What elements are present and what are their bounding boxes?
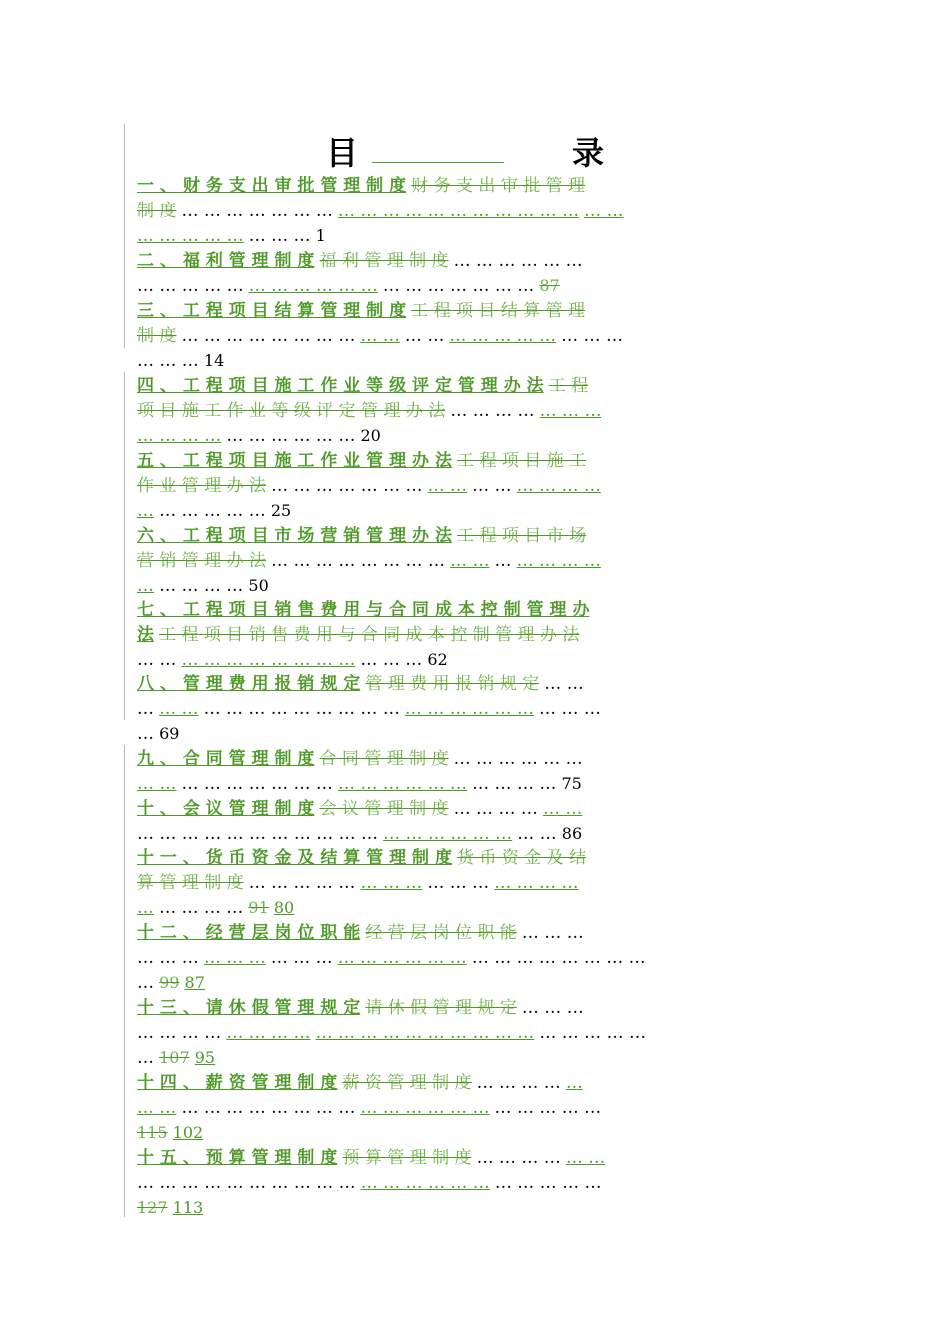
entry-title-deleted: 项 目 施 工 作 业 等 级 评 定 管 理 办 法 bbox=[137, 401, 446, 421]
toc-entry-line[interactable] bbox=[137, 1196, 807, 1220]
entry-title-deleted: 作 业 管 理 办 法 bbox=[137, 476, 267, 496]
leader-dots: … … … … bbox=[453, 799, 538, 819]
leader-dots: … … bbox=[517, 824, 557, 844]
entry-title-deleted: 财 务 支 出 审 批 管 理 bbox=[411, 176, 586, 196]
leader-dots: … … bbox=[137, 774, 177, 794]
toc-entry-line[interactable] bbox=[137, 299, 807, 323]
toc-title bbox=[0, 128, 950, 172]
leader-dots: … … … … … … … … … … … bbox=[137, 824, 379, 844]
leader-dots: … … … … bbox=[159, 898, 244, 918]
leader-dots: … … … … … … … bbox=[181, 201, 333, 221]
entry-title-inserted: 九 、 合 同 管 理 制 度 bbox=[137, 749, 315, 769]
toc-entry-line[interactable] bbox=[137, 449, 807, 473]
entry-title-deleted: 制 度 bbox=[137, 326, 177, 346]
leader-dots: … bbox=[137, 898, 154, 918]
leader-dots: … … … … bbox=[226, 1023, 311, 1043]
entry-title-inserted: 三 、 工 程 项 目 结 算 管 理 制 度 bbox=[137, 301, 407, 321]
entry-title-deleted: 请 休 假 管 理 规 定 bbox=[365, 998, 517, 1018]
toc-entry-line[interactable] bbox=[137, 274, 807, 298]
toc-entry-line[interactable] bbox=[137, 1171, 807, 1195]
entry-title-inserted: 一 、 财 务 支 出 审 批 管 理 制 度 bbox=[137, 176, 407, 196]
toc-entry-line[interactable] bbox=[137, 499, 807, 523]
page-number: 107 bbox=[159, 1048, 190, 1067]
entry-title-deleted: 会 议 管 理 制 度 bbox=[319, 799, 449, 819]
leader-dots: … … … … … … … bbox=[271, 476, 423, 496]
entry-title-deleted: 营 销 管 理 办 法 bbox=[137, 551, 267, 571]
entry-title-inserted: 四 、 工 程 项 目 施 工 作 业 等 级 评 定 管 理 办 法 bbox=[137, 376, 544, 396]
leader-dots: … … … … … … … bbox=[382, 276, 535, 296]
page-number: 50 bbox=[248, 576, 269, 595]
toc-entry-line[interactable] bbox=[137, 374, 807, 398]
leader-dots: … … … … … … bbox=[338, 774, 468, 794]
toc-entry-line[interactable] bbox=[137, 349, 807, 373]
leader-dots: … bbox=[137, 501, 154, 521]
leader-dots: … … … … bbox=[137, 1023, 222, 1043]
toc-entry-line[interactable] bbox=[137, 623, 807, 647]
entry-title-deleted: 预 算 管 理 制 度 bbox=[342, 1148, 472, 1168]
entry-title-deleted: 工 程 项 目 结 算 管 理 bbox=[411, 301, 586, 321]
leader-dots: … … … bbox=[137, 948, 199, 968]
page-number: 75 bbox=[561, 774, 582, 793]
leader-dots: … bbox=[137, 724, 154, 744]
leader-dots: … … … … … bbox=[248, 873, 356, 893]
leader-dots: … … bbox=[159, 699, 199, 719]
entry-title-deleted: 工 程 项 目 市 场 bbox=[457, 526, 587, 546]
leader-dots: … … … … bbox=[476, 1073, 561, 1093]
leader-dots: … … … … … … bbox=[337, 948, 467, 968]
entry-title-inserted: 十 三 、 请 休 假 管 理 规 定 bbox=[137, 998, 361, 1018]
leader-dots: … … bbox=[360, 326, 400, 346]
entry-title-inserted: 十 四 、 薪 资 管 理 制 度 bbox=[137, 1073, 338, 1093]
entry-title-inserted: 八 、 管 理 费 用 报 销 规 定 bbox=[137, 674, 361, 694]
toc-entry-line[interactable] bbox=[137, 524, 807, 548]
leader-dots: … … … … bbox=[450, 401, 535, 421]
leader-dots: … … bbox=[544, 674, 584, 694]
page-number: 86 bbox=[561, 824, 583, 843]
page-number: 80 bbox=[273, 898, 295, 917]
leader-dots: … … bbox=[472, 476, 512, 496]
entry-title-deleted: 算 管 理 制 度 bbox=[137, 873, 244, 893]
entry-title-inserted: 法 bbox=[137, 625, 154, 645]
page-number: 127 bbox=[137, 1198, 168, 1217]
leader-dots: … … … bbox=[248, 226, 311, 246]
title-inserted-underline bbox=[372, 162, 504, 163]
leader-dots: … … … … … … … … … … … bbox=[338, 201, 580, 221]
entry-title-deleted: 制 度 bbox=[137, 201, 177, 221]
leader-dots: … … … … … … … … bbox=[471, 948, 646, 968]
leader-dots: … … … bbox=[270, 948, 333, 968]
entry-title-deleted: 货 币 资 金 及 结 bbox=[457, 848, 587, 868]
leader-dots: … … … … bbox=[159, 576, 244, 596]
leader-dots: … bbox=[137, 973, 154, 993]
leader-dots: … … bbox=[450, 551, 490, 571]
title-right-char: 录 bbox=[572, 134, 605, 172]
toc-entry-line[interactable] bbox=[137, 174, 807, 198]
leader-dots: … … bbox=[427, 476, 468, 496]
leader-dots: … … … bbox=[360, 650, 423, 670]
page-number: 62 bbox=[427, 650, 448, 669]
entry-title-inserted: 十 一 、 货 币 资 金 及 结 算 管 理 制 度 bbox=[137, 848, 452, 868]
leader-dots: … … … … … … … bbox=[181, 774, 333, 794]
toc-entry-line[interactable] bbox=[137, 1096, 807, 1120]
leader-dots: … … … … … … bbox=[360, 1098, 490, 1118]
leader-dots: … … … … … … … … bbox=[181, 650, 356, 670]
leader-dots: … … … … bbox=[472, 774, 557, 794]
leader-dots: … … … … … … bbox=[226, 426, 356, 446]
leader-dots: … … … bbox=[539, 401, 602, 421]
leader-dots: … … … bbox=[427, 873, 490, 893]
toc-entry-line[interactable] bbox=[137, 846, 807, 870]
entry-title-deleted: 管 理 费 用 报 销 规 定 bbox=[365, 674, 540, 694]
leader-dots: … … … bbox=[539, 699, 601, 719]
toc-entry-line[interactable] bbox=[137, 896, 807, 920]
margin-line-lower bbox=[124, 745, 125, 1217]
toc-entry-line[interactable] bbox=[137, 474, 807, 498]
toc-entry-line[interactable] bbox=[137, 1121, 807, 1145]
toc-entry-line[interactable] bbox=[137, 822, 807, 846]
entry-title-deleted: 工 程 项 目 施 工 bbox=[457, 451, 587, 471]
leader-dots: … … … … … bbox=[539, 1023, 646, 1043]
toc-entry-line[interactable] bbox=[137, 574, 807, 598]
entry-title-inserted: 七 、 工 程 项 目 销 售 费 用 与 合 同 成 本 控 制 管 理 办 bbox=[137, 600, 590, 620]
toc-entry-line[interactable] bbox=[137, 871, 807, 895]
entry-title-deleted: 福 利 管 理 制 度 bbox=[319, 251, 449, 271]
entry-title-deleted: 经 营 层 岗 位 职 能 bbox=[365, 923, 517, 943]
leader-dots: … … bbox=[137, 650, 177, 670]
toc-entry-line[interactable] bbox=[137, 921, 807, 945]
leader-dots: … … … … … … bbox=[453, 251, 583, 271]
leader-dots: … … … … … bbox=[449, 326, 557, 346]
leader-dots: … … … bbox=[203, 948, 266, 968]
entry-title-deleted: 合 同 管 理 制 度 bbox=[319, 749, 449, 769]
entry-title-inserted: 五 、 工 程 项 目 施 工 作 业 管 理 办 法 bbox=[137, 451, 452, 471]
entry-title-inserted: 二 、 福 利 管 理 制 度 bbox=[137, 251, 315, 271]
page-number: 99 bbox=[159, 973, 180, 992]
leader-dots: … … … … bbox=[494, 873, 579, 893]
title-left-char: 目 bbox=[326, 134, 359, 172]
leader-dots: … … … … … … … … bbox=[271, 551, 445, 571]
leader-dots: … … … … … bbox=[159, 501, 266, 521]
leader-dots: … … … … … … … … bbox=[181, 1098, 356, 1118]
leader-dots: … bbox=[137, 1048, 154, 1068]
leader-dots: … … … … … … … … … … bbox=[137, 1173, 356, 1193]
leader-dots: … … bbox=[565, 1148, 606, 1168]
leader-dots: … … … … bbox=[516, 551, 601, 571]
leader-dots: … … … … … … … … … … bbox=[315, 1023, 535, 1043]
toc-entry-line[interactable] bbox=[137, 1146, 807, 1170]
toc-entry-line[interactable] bbox=[137, 772, 807, 796]
leader-dots: … … … … bbox=[516, 476, 601, 496]
leader-dots: … … … bbox=[360, 873, 423, 893]
entry-title-inserted: 六 、 工 程 项 目 市 场 营 销 管 理 办 法 bbox=[137, 526, 452, 546]
leader-dots: … bbox=[494, 551, 512, 571]
margin-line-middle bbox=[124, 372, 125, 720]
page-number: 69 bbox=[159, 724, 180, 743]
toc-entry-line[interactable] bbox=[137, 424, 807, 448]
leader-dots: … … … bbox=[561, 326, 623, 346]
page-number: 1 bbox=[315, 226, 326, 245]
toc-entry-line[interactable] bbox=[137, 697, 807, 721]
page-number: 14 bbox=[203, 351, 225, 370]
leader-dots: … … … … … bbox=[494, 1098, 602, 1118]
leader-dots: … … bbox=[584, 201, 624, 221]
page-number: 20 bbox=[360, 426, 381, 445]
entry-title-deleted: 工 程 项 目 销 售 费 用 与 合 同 成 本 控 制 管 理 办 法 bbox=[159, 625, 580, 645]
leader-dots: … … … … … bbox=[137, 276, 244, 296]
page-number: 115 bbox=[137, 1123, 168, 1142]
leader-dots: … … … … … … bbox=[360, 1173, 490, 1193]
leader-dots: … … … bbox=[521, 998, 584, 1018]
leader-dots: … … … … … … bbox=[248, 276, 378, 296]
page-number: 95 bbox=[194, 1048, 216, 1067]
toc-entry-line[interactable] bbox=[137, 549, 807, 573]
entry-title-deleted: 薪 资 管 理 制 度 bbox=[342, 1073, 472, 1093]
leader-dots: … … … … … … … … … bbox=[203, 699, 400, 719]
entry-title-deleted: 工 程 bbox=[548, 376, 589, 396]
leader-dots: … … … … … bbox=[494, 1173, 602, 1193]
entry-title-inserted: 十 、 会 议 管 理 制 度 bbox=[137, 799, 315, 819]
entry-title-inserted: 十 二 、 经 营 层 岗 位 职 能 bbox=[137, 923, 361, 943]
leader-dots: … … … … … … … … bbox=[181, 326, 356, 346]
page-number: 113 bbox=[172, 1198, 204, 1217]
leader-dots: … … … … bbox=[137, 426, 222, 446]
leader-dots: … … … … … bbox=[137, 226, 244, 246]
entry-title-inserted: 十 五 、 预 算 管 理 制 度 bbox=[137, 1148, 338, 1168]
page-number: 102 bbox=[172, 1123, 204, 1142]
page-number: 25 bbox=[270, 501, 292, 520]
leader-dots: … … … bbox=[137, 351, 199, 371]
page-number: 87 bbox=[539, 276, 560, 295]
toc-entry-line[interactable] bbox=[137, 598, 807, 622]
leader-dots: … … … … … … bbox=[453, 749, 583, 769]
toc-entry-line[interactable] bbox=[137, 946, 807, 970]
page-number: 91 bbox=[248, 898, 269, 917]
toc-entry-line[interactable] bbox=[137, 199, 807, 223]
leader-dots: … … … … … … bbox=[383, 824, 513, 844]
toc-entry-line[interactable] bbox=[137, 996, 807, 1020]
toc-entry-line[interactable] bbox=[137, 722, 807, 746]
toc-entry-line[interactable] bbox=[137, 324, 807, 348]
page-number: 87 bbox=[184, 973, 205, 992]
toc-entry-line[interactable] bbox=[137, 1046, 807, 1070]
leader-dots: … … … bbox=[521, 923, 584, 943]
toc-entry-line[interactable] bbox=[137, 399, 807, 423]
leader-dots: … bbox=[137, 699, 154, 719]
toc-entry-line[interactable] bbox=[137, 1021, 807, 1045]
leader-dots: … bbox=[137, 576, 154, 596]
leader-dots: … … … … … … bbox=[404, 699, 534, 719]
leader-dots: … … bbox=[542, 799, 583, 819]
toc-entry-line[interactable] bbox=[137, 224, 807, 248]
leader-dots: … … … … bbox=[476, 1148, 561, 1168]
leader-dots: … … bbox=[404, 326, 445, 346]
toc-entry-line[interactable] bbox=[137, 747, 807, 771]
toc-entry-line[interactable] bbox=[137, 249, 807, 273]
toc-entry-line[interactable] bbox=[137, 971, 807, 995]
leader-dots: … … bbox=[137, 1098, 177, 1118]
toc-entry-line[interactable] bbox=[137, 1071, 807, 1095]
leader-dots: … bbox=[565, 1073, 583, 1093]
toc-entry-line[interactable] bbox=[137, 648, 807, 672]
toc-entry-line[interactable] bbox=[137, 797, 807, 821]
toc-entry-line[interactable] bbox=[137, 672, 807, 696]
